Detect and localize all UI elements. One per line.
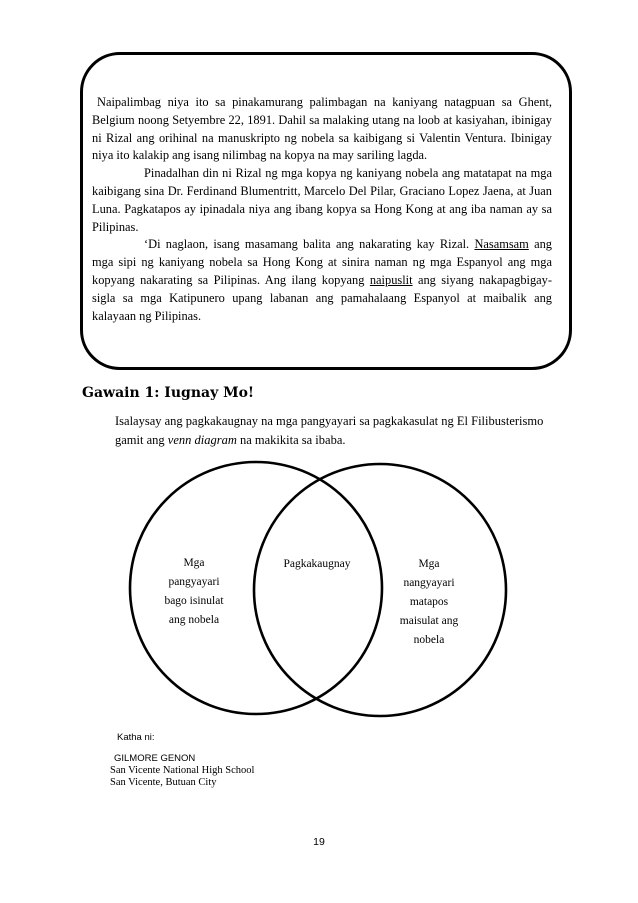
venn-left-line: pangyayari bbox=[168, 576, 220, 588]
underlined-word-nasamsam: Nasamsam bbox=[474, 237, 529, 252]
venn-left-line: ang nobela bbox=[168, 614, 220, 626]
venn-left-line: Mga bbox=[183, 557, 205, 569]
venn-right-line: nobela bbox=[413, 634, 445, 646]
credit-by-label: Katha ni: bbox=[117, 732, 155, 743]
venn-left-line: bago isinulat bbox=[164, 595, 224, 607]
credit-author: GILMORE GENON bbox=[114, 753, 196, 764]
credit-school: San Vicente National High School bbox=[110, 765, 255, 776]
paragraph-3-part-b: ang mga sipi ng kaniyang nobela sa Hong Kong at sinira naman ng mga Espanyol ang mga kopyang nakarating sa Pilipinas. Ang ilang kopyang bbox=[92, 237, 552, 287]
activity-heading: Gawain 1: Iugnay Mo! bbox=[82, 385, 255, 401]
underlined-word-naipuslit: naipuslit bbox=[369, 272, 413, 287]
paragraph-2: Pinadalhan din ni Rizal ng mga kopya ng kaniyang nobela ang matatapat na mga kaibigang sina Dr. Ferdinand Blumentritt, Marcelo Del Pilar, Graciano Lopez Jaena, at Juan Luna. Pagkatapos ay ipinadala niya ang ibang kopya sa Hong Kong at ang iba naman ay sa Pilipinas. bbox=[92, 166, 552, 234]
paragraph-3-part-a: ‘Di naglaon, isang masamang balita ang nakarating kay Rizal. bbox=[144, 237, 475, 252]
instructions-emphasis: venn diagram bbox=[167, 433, 237, 447]
venn-left-label bbox=[139, 554, 249, 630]
credit-location: San Vicente, Butuan City bbox=[110, 777, 217, 788]
venn-right-label bbox=[379, 555, 479, 650]
venn-right-line: Mga bbox=[418, 558, 440, 570]
instructions-part-a: Isalaysay ang pagkakaugnay na mga pangyayari sa pagkakasulat ng El Filibusterismo gamit ang bbox=[115, 414, 544, 447]
paragraph-1: Naipalimbag niya ito sa pinakamurang palimbagan na kaniyang natagpuan sa Ghent, Belgium noong Setyembre 22, 1891. Dahil sa malaking utang na loob at kasiyahan, ibinigay ni Rizal ang orihinal na manuskripto ng nobela sa kaibigang si Valentin Ventura. Ibinigay niya ito kalakip ang isang nilimbag na kopya na may sariling lagda. bbox=[92, 95, 552, 163]
venn-right-line: maisulat ang bbox=[399, 615, 459, 627]
venn-center-label: Pagkakaugnay bbox=[283, 558, 351, 570]
venn-right-line: nangyayari bbox=[403, 577, 455, 589]
page-number: 19 bbox=[313, 836, 325, 848]
venn-right-line: matapos bbox=[409, 596, 449, 608]
instructions-part-b: na makikita sa ibaba. bbox=[236, 433, 346, 447]
paragraph-3-part-c: ang siyang nakapagbigay-sigla sa mga Katipunero upang labanan ang pamahalaang Espanyol at maibalik ang kalayaan ng Pilipinas. bbox=[92, 272, 553, 323]
